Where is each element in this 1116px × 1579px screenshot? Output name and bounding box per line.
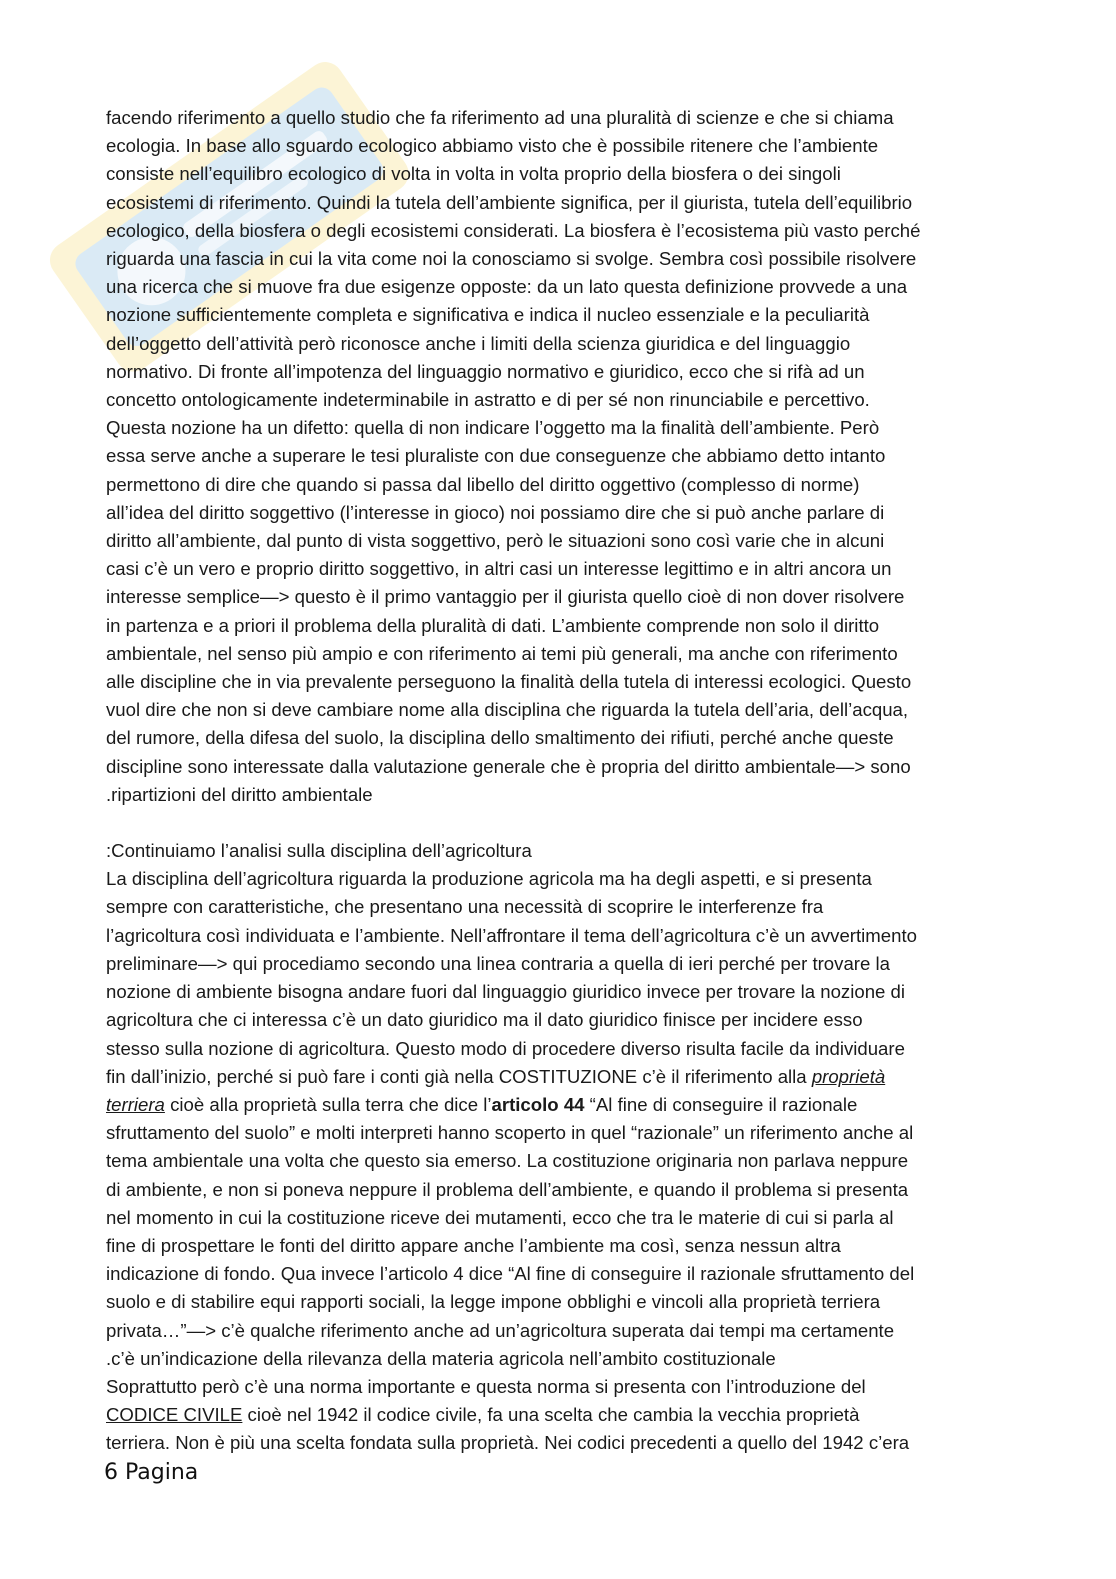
section-heading: :Continuiamo l’analisi sulla disciplina dell’agricoltura	[106, 840, 532, 862]
paragraph-ambiente: facendo riferimento a quello studio che fa riferimento ad una pluralità di scienze e che si chiama ecologia. In base allo sguardo ecologico abbiamo visto che è possibile ritenere che l’ambiente consiste nell’equilibro ecologico di volta in volta in volta proprio della biosfera o dei singoli ecosistemi di riferimento. Quindi la tutela dell’ambiente significa, per il giurista, tutela dell’equilibrio ecologico, della biosfera o degli ecosistemi considerati. La biosfera è l’ecosistema più vasto perché riguarda una fascia in cui la vita come noi la conosciamo si svolge. Sembra così possibile risolvere una ricerca che si muove fra due esigenze opposte: da un lato questa definizione provvede a una nozione sufficientemente completa e significativa e indica il nucleo essenziale e la peculiarità dell’oggetto dell’attività però riconosce anche i limiti della scienza giuridica e del linguaggio normativo. Di fronte all’impotenza del linguaggio normativo e giuridico, ecco che si rifà ad un concetto ontologicamente indeterminabile in astratto e di per sé non rinunciabile e percettivo. Questa nozione ha un difetto: quella di non indicare l’oggetto ma la finalità dell’ambiente. Però essa serve anche a superare le tesi pluraliste con due conseguenze che abbiamo detto intanto permettono di dire che quando si passa dal libello del diritto oggettivo (complesso di norme) all’idea del diritto soggettivo (l’interesse in gioco) noi possiamo dire che si può anche parlare di diritto all’ambiente, dal punto di vista soggettivo, però le situazioni sono così varie che in alcuni casi c’è un vero e proprio diritto soggettivo, in altri casi un interesse legittimo e in altri ancora un interesse semplice—> questo è il primo vantaggio per il giurista quello cioè di non dover risolvere in partenza e a priori il problema della pluralità di dati. L’ambiente comprende non solo il diritto ambientale, nel senso più ampio e con riferimento ai temi più generali, ma anche con riferimento alle discipline che in via prevalente perseguono la finalità della tutela di interessi ecologici. Questo vuol dire che non si deve cambiare nome alla disciplina che riguarda la tutela dell’aria, dell’acqua, del rumore, della difesa del suolo, la disciplina dello smaltimento dei rifiuti, perché anche queste discipline sono interessate dalla valutazione generale che è propria del diritto ambientale—> sono .ripartizioni del diritto ambientale	[106, 107, 921, 805]
paragraph-text: La disciplina dell’agricoltura riguarda la produzione agricola ma ha degli aspetti, e si presenta sempre con caratteristiche, che presentano una necessità di scoprire le interferenze fra l’agricoltura così individuata e l’ambiente. Nell’affrontare il tema dell’agricoltura c’è un avvertimento preliminare—> qui procediamo secondo una linea contraria a quella di ieri perché per trovare la nozione di ambiente bisogna andare fuori dal linguaggio giuridico invece per trovare la nozione di agricoltura che ci interessa c’è un dato giuridico ma il dato giuridico finisce per incidere esso stesso sulla nozione di agricoltura. Questo modo di procedere diverso risulta facile da individuare fin dall’inizio, perché si può fare i conti già nella COSTITUZIONE c’è il riferimento alla	[106, 868, 917, 1087]
paragraph-text: cioè alla proprietà sulla terra che dice l’	[164, 1093, 492, 1115]
paragraph-text: cioè nel 1942 il codice civile, fa una scelta che cambia la vecchia proprietà terriera. Non è più una scelta fondata sulla proprietà. Nei codici precedenti a quello del 1942 c’era	[106, 1404, 910, 1454]
paragraph-gap	[106, 809, 1006, 837]
paragraph-text: Soprattutto però c’è una norma importante e questa norma si presenta con l’introduzione del	[106, 1375, 866, 1397]
bold-articolo-44: articolo 44	[491, 1093, 585, 1115]
paragraph-text: “Al fine di conseguire il razionale sfruttamento del suolo” e molti interpreti hanno scoperto in quel “razionale” un riferimento anche al tema ambientale una volta che questo sia emerso. La costituzione originaria non parlava neppure di ambiente, e non si poneva neppure il problema dell’ambiente, e quando il problema si presenta nel momento in cui la costituzione riceve dei mutamenti, ecco che tra le materie di cui si parla al fine di prospettare le fonti del diritto appare anche l’ambiente ma così, senza nessun altra indicazione di fondo. Qua invece l’articolo 4 dice “Al fine di conseguire il razionale sfruttamento del suolo e di stabilire equi rapporti sociali, la legge impone obblighi e vincoli alla proprietà terriera privata…”—> c’è qualche riferimento anche ad un’agricoltura superata dai tempi ma certamente .c’è un’indicazione della rilevanza della materia agricola nell’ambito costituzionale	[106, 1093, 915, 1369]
paragraph-codice-civile	[106, 1373, 1006, 1458]
link-codice-civile[interactable]: CODICE CIVILE	[106, 1404, 243, 1426]
link-proprieta-terriera[interactable]: proprietà terriera	[106, 1065, 886, 1115]
paragraph-agricoltura	[106, 865, 1006, 1373]
page-number: 6 Pagina	[104, 1460, 199, 1485]
document-body	[106, 104, 1006, 1458]
